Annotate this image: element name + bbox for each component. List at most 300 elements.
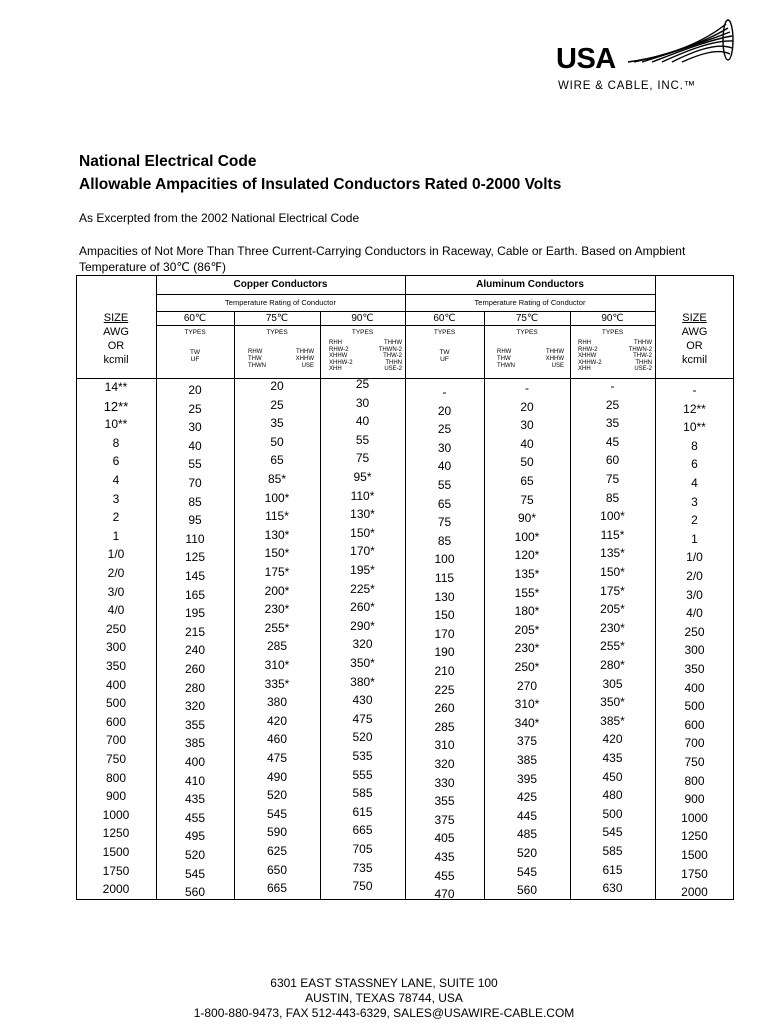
- ampacity-cell: 30: [437, 440, 452, 455]
- types-label: TYPES: [351, 329, 374, 336]
- ampacity-cell: 520: [516, 846, 538, 860]
- ampacity-cell: 430: [352, 693, 373, 708]
- ampacity-cell: 355: [184, 717, 206, 732]
- ampacity-cell: 100*: [514, 529, 540, 544]
- ampacity-cell: 30: [355, 395, 370, 410]
- ampacity-cell: 205*: [600, 602, 625, 617]
- types-90-left: [329, 340, 353, 373]
- ampacity-cell: 125: [184, 550, 206, 565]
- ampacity-cell: 170*: [350, 544, 375, 559]
- ampacity-cell: 100*: [264, 490, 290, 505]
- size-cell: 900: [684, 792, 705, 807]
- size-cell: 2/0: [107, 566, 125, 580]
- ampacity-cell: 305: [602, 676, 623, 691]
- ampacity-cell: 705: [352, 842, 373, 856]
- row-divider: [156, 325, 655, 326]
- size-cell: 2: [112, 510, 120, 525]
- ampacity-cell: 60: [605, 453, 620, 468]
- ampacity-cell: 130: [434, 589, 455, 604]
- ampacity-cell: 150*: [600, 565, 625, 579]
- type-code: THHW: [296, 349, 314, 355]
- ampacity-cell: 20: [188, 383, 202, 397]
- ampacity-cell: 180*: [514, 604, 540, 619]
- ampacity-cell: 225*: [350, 581, 375, 596]
- ampacity-cell: 135*: [600, 546, 625, 561]
- ampacity-cell: 40: [188, 438, 202, 453]
- ampacity-cell: 20: [270, 379, 284, 393]
- ampacity-cell: 95: [188, 513, 202, 528]
- type-code: USE: [551, 363, 564, 369]
- ampacity-cell: 30: [520, 418, 534, 433]
- table-row: [76, 581, 734, 604]
- types-60-list: [405, 349, 484, 363]
- ampacity-cell: 420: [266, 713, 288, 728]
- ampacity-cell: 70: [188, 476, 202, 490]
- ampacity-cell: 355: [434, 794, 455, 809]
- types-90-right: [616, 340, 652, 373]
- ampacity-cell: 120*: [514, 548, 540, 563]
- type-code: XHHW: [545, 356, 564, 362]
- table-row: [76, 432, 734, 455]
- type-code: RHW-2: [329, 346, 349, 353]
- ampacity-cell: 110*: [350, 488, 375, 503]
- ampacity-cell: -: [525, 381, 529, 395]
- ampacity-cell: 435: [434, 850, 455, 864]
- ampacity-cell: 20: [520, 399, 534, 414]
- ampacity-cell: 750: [352, 879, 373, 894]
- ampacity-cell: 615: [602, 862, 623, 877]
- size-cell: 4: [691, 476, 698, 490]
- ampacity-cell: 380: [266, 695, 288, 710]
- temp-copper-75: 75℃: [265, 313, 289, 324]
- ampacity-cell: 320: [434, 757, 455, 771]
- ampacity-cell: 255*: [264, 620, 290, 635]
- document-title: National Electrical Code: [79, 153, 257, 170]
- size-cell: 500: [105, 696, 127, 711]
- awg-label: AWG: [681, 326, 708, 338]
- size-cell: 250: [684, 624, 705, 639]
- ampacity-cell: 95*: [353, 470, 372, 484]
- ampacity-cell: 535: [352, 749, 373, 763]
- ampacity-cell: 625: [266, 844, 288, 858]
- type-code: XHH: [578, 366, 591, 372]
- temp-aluminum-60: 60℃: [433, 313, 456, 324]
- ampacity-cell: 280*: [600, 658, 625, 672]
- ampacity-cell: 385*: [600, 713, 625, 728]
- ampacity-cell: 50: [270, 434, 284, 449]
- ampacity-cell: 65: [520, 474, 534, 488]
- ampacity-cell: 475: [352, 711, 373, 726]
- type-code: THWN: [497, 363, 515, 369]
- types-75-left: [497, 349, 515, 370]
- type-code: THHW: [546, 349, 564, 355]
- ampacity-cell: 240: [184, 643, 206, 658]
- type-code: THWN-2: [628, 346, 652, 353]
- ampacity-cell: 630: [602, 881, 623, 896]
- size-cell: 3/0: [107, 584, 125, 599]
- size-cell: 14**: [104, 380, 128, 394]
- table-row: [76, 451, 734, 474]
- table-row: [76, 470, 734, 492]
- ampacity-cell: 85*: [267, 472, 287, 486]
- table-row: [76, 507, 734, 530]
- table-row: [76, 525, 734, 548]
- size-header-right: [655, 311, 734, 367]
- ampacity-cell: 460: [266, 732, 288, 747]
- ampacity-cell: 445: [516, 808, 538, 823]
- size-cell: -: [692, 383, 697, 397]
- ampacity-cell: 150*: [350, 525, 375, 540]
- ampacity-cell: 590: [266, 825, 288, 840]
- ampacity-cell: 520: [266, 788, 288, 803]
- types-90-right: [366, 340, 402, 373]
- ampacity-cell: 205*: [514, 622, 540, 637]
- table-row: [76, 786, 734, 809]
- ampacity-cell: 405: [434, 831, 455, 846]
- size-cell: 1/0: [107, 547, 125, 562]
- size-cell: 1000: [102, 807, 130, 822]
- ampacity-cell: 25: [270, 397, 284, 412]
- ampacity-cell: 40: [355, 414, 370, 429]
- type-code: THW: [248, 356, 262, 362]
- ampacity-cell: 215: [184, 624, 206, 639]
- ampacity-cell: 320: [352, 637, 373, 652]
- ampacity-cell: 40: [437, 459, 452, 474]
- table-row: [76, 860, 734, 883]
- type-code: XHHW: [329, 353, 348, 359]
- contact-info: 1-800-880-9473, FAX 512-443-6329, SALES@USAWIRE-CABLE.COM: [193, 1006, 575, 1020]
- ampacity-cell: 285: [266, 639, 288, 654]
- ampacity-cell: 85: [188, 494, 202, 509]
- ampacity-cell: 190: [434, 645, 455, 660]
- size-label: SIZE: [103, 312, 129, 324]
- ampacity-cell: 175*: [264, 565, 290, 579]
- row-divider: [76, 378, 734, 379]
- ampacity-cell: 520: [184, 848, 206, 862]
- types-label: TYPES: [266, 329, 288, 336]
- ampacity-cell: -: [610, 379, 615, 393]
- type-code: XHHW: [578, 353, 597, 359]
- ampacity-cell: 280: [184, 680, 206, 695]
- ampacity-cell: 250*: [514, 660, 540, 674]
- ampacity-cell: 210: [434, 664, 455, 678]
- ampacity-cell: 455: [184, 810, 206, 825]
- ampacity-cell: 310: [434, 738, 455, 753]
- ampacity-cell: 30: [188, 420, 202, 435]
- ampacity-cell: 260: [184, 662, 206, 676]
- ampacity-cell: 130*: [264, 527, 290, 542]
- excerpt-note: As Excerpted from the 2002 National Electrical Code: [79, 211, 360, 225]
- size-cell: 1500: [681, 848, 708, 862]
- type-code: THW: [497, 356, 511, 362]
- table-description: Ampacities of Not More Than Three Current-Carrying Conductors in Raceway, Cable or Earth. Based on Ampbient Temperature of 30℃ (86℉): [79, 244, 686, 274]
- types-label: TYPES: [516, 329, 538, 336]
- ampacity-cell: 255*: [600, 639, 625, 654]
- address-city: AUSTIN, TEXAS 78744, USA: [305, 991, 463, 1005]
- size-cell: 350: [105, 659, 127, 673]
- ampacity-cell: 25: [188, 401, 202, 416]
- ampacity-cell: 495: [184, 829, 206, 844]
- awg-label: AWG: [103, 326, 129, 338]
- table-row: [76, 711, 734, 734]
- size-cell: 3: [691, 494, 698, 509]
- types-90-left: [578, 340, 602, 373]
- size-cell: 1750: [681, 866, 708, 881]
- ampacity-cell: 145: [184, 569, 206, 583]
- size-cell: 3: [112, 491, 120, 506]
- ampacity-cell: 150*: [264, 546, 290, 561]
- ampacity-cell: 195: [184, 606, 206, 621]
- ampacity-cell: 435: [184, 792, 206, 807]
- ampacity-cell: 115*: [265, 509, 289, 524]
- ampacity-cell: 110: [185, 531, 205, 546]
- ampacity-cell: 385: [516, 753, 538, 767]
- size-cell: 2000: [102, 882, 130, 897]
- ampacity-cell: 35: [605, 416, 620, 431]
- size-cell: 3/0: [686, 587, 703, 602]
- ampacity-cell: 395: [516, 771, 538, 786]
- ampacity-cell: 75: [355, 451, 370, 466]
- ampacity-cell: 500: [602, 806, 623, 821]
- ampacity-cell: 470: [434, 887, 455, 902]
- document-subtitle: Allowable Ampacities of Insulated Conductors Rated 0-2000 Volts: [79, 176, 562, 193]
- ampacity-cell: 435: [602, 751, 623, 765]
- type-code: THW-2: [383, 353, 402, 359]
- ampacity-cell: 555: [352, 767, 373, 782]
- size-cell: 1/0: [686, 550, 703, 565]
- size-cell: 2: [691, 513, 698, 528]
- ampacity-cell: 75: [605, 472, 620, 486]
- ampacity-cell: 85: [437, 533, 452, 548]
- ampacity-cell: 165: [184, 587, 206, 602]
- size-cell: 1: [112, 528, 120, 543]
- ampacity-cell: 175*: [600, 583, 625, 598]
- ampacity-cell: 560: [516, 883, 538, 898]
- size-cell: 750: [105, 752, 127, 766]
- ampacity-cell: 545: [602, 825, 623, 840]
- size-cell: 700: [105, 733, 127, 748]
- ampacity-cell: 560: [184, 885, 206, 900]
- ampacity-cell: 230*: [264, 602, 290, 617]
- ampacity-cell: 55: [355, 432, 370, 447]
- size-cell: 4/0: [107, 603, 125, 618]
- type-code: RHH: [329, 340, 342, 346]
- ampacity-cell: 380*: [350, 674, 375, 689]
- type-code: TW: [439, 349, 450, 356]
- size-cell: 900: [105, 789, 127, 804]
- ampacity-cell: 450: [602, 769, 623, 784]
- ampacity-cell: 270: [516, 678, 538, 693]
- copper-temp-rating-label: Temperature Rating of Conductor: [225, 298, 336, 307]
- ampacity-cell: 520: [352, 730, 373, 745]
- ampacity-cell: 350*: [350, 656, 375, 670]
- ampacity-cell: 35: [270, 416, 284, 431]
- ampacity-cell: 545: [516, 864, 538, 879]
- size-cell: 8: [691, 438, 698, 453]
- ampacity-cell: 485: [516, 827, 538, 842]
- ampacity-table: [76, 275, 734, 900]
- ampacity-cell: 25: [437, 422, 452, 437]
- size-cell: 1250: [681, 829, 708, 844]
- ampacity-cell: 170: [434, 626, 455, 641]
- ampacity-cell: 615: [352, 804, 373, 819]
- type-code: TW: [189, 349, 201, 356]
- row-divider: [156, 294, 655, 295]
- ampacity-cell: 155*: [514, 585, 540, 600]
- size-cell: 1750: [102, 863, 130, 878]
- temp-aluminum-75: 75℃: [515, 313, 539, 324]
- temp-aluminum-90: 90℃: [601, 313, 624, 324]
- ampacity-cell: 100*: [600, 509, 625, 524]
- ampacity-cell: 475: [266, 751, 288, 765]
- table-row: [76, 395, 734, 418]
- kcmil-label: kcmil: [681, 354, 708, 366]
- table-row: [76, 656, 734, 678]
- size-cell: 4: [112, 473, 120, 487]
- address-street: 6301 EAST STASSNEY LANE, SUITE 100: [270, 976, 498, 990]
- size-cell: 2/0: [686, 569, 703, 583]
- size-cell: 300: [684, 643, 705, 658]
- type-code: RHW-2: [578, 346, 598, 353]
- table-row: [76, 600, 734, 623]
- type-code: RHW: [497, 349, 512, 355]
- temp-copper-60: 60℃: [183, 313, 207, 324]
- logo-subtitle: WIRE & CABLE, INC.™: [558, 80, 696, 92]
- size-cell: 600: [105, 714, 127, 729]
- type-code: UF: [440, 356, 449, 363]
- ampacity-cell: 290*: [350, 618, 375, 633]
- aluminum-header: Aluminum Conductors: [476, 279, 584, 290]
- ampacity-cell: 335*: [264, 676, 290, 691]
- table-row: [76, 804, 734, 827]
- size-cell: 12**: [683, 401, 706, 416]
- size-cell: 10**: [104, 417, 128, 432]
- table-row: [76, 488, 734, 511]
- size-cell: 250: [105, 621, 127, 636]
- size-cell: 8: [112, 435, 120, 450]
- ampacity-cell: 320: [184, 699, 206, 714]
- table-row: [76, 749, 734, 771]
- ampacity-cell: 650: [266, 862, 288, 877]
- table-row: [76, 879, 734, 902]
- ampacity-cell: 150: [434, 608, 455, 623]
- ampacity-cell: 115*: [600, 527, 625, 542]
- ampacity-cell: 65: [270, 453, 284, 468]
- ampacity-cell: 90*: [517, 511, 537, 526]
- ampacity-cell: 25: [605, 397, 620, 412]
- ampacity-cell: 55: [437, 478, 452, 492]
- copper-header: Copper Conductors: [233, 279, 328, 290]
- ampacity-cell: 225: [434, 682, 455, 697]
- types-label: TYPES: [433, 329, 456, 336]
- row-divider: [156, 311, 655, 312]
- type-code: THHW: [634, 340, 652, 346]
- temp-copper-90: 90℃: [351, 313, 374, 324]
- ampacity-cell: 85: [605, 490, 620, 505]
- type-code: THHW: [384, 340, 402, 346]
- ampacity-cell: 480: [602, 788, 623, 803]
- ampacity-cell: 55: [188, 457, 202, 472]
- company-logo: [556, 18, 738, 96]
- ampacity-cell: 310*: [264, 658, 290, 672]
- type-code: THW-2: [633, 353, 652, 359]
- ampacity-cell: 45: [605, 434, 620, 449]
- type-code: XHHW-2: [578, 359, 602, 366]
- ampacity-cell: 195*: [350, 563, 375, 577]
- size-cell: 500: [684, 699, 705, 714]
- ampacity-cell: 65: [437, 496, 452, 511]
- ampacity-cell: 665: [266, 881, 288, 896]
- size-cell: 800: [105, 770, 127, 785]
- size-cell: 1: [691, 531, 698, 546]
- ampacity-cell: 260*: [350, 600, 375, 615]
- types-60-list: [156, 349, 234, 363]
- ampacity-cell: 230*: [514, 641, 540, 656]
- ampacity-cell: 40: [520, 436, 534, 451]
- type-code: XHH: [329, 366, 342, 372]
- type-code: RHH: [578, 340, 591, 346]
- ampacity-cell: 330: [434, 775, 455, 790]
- ampacity-cell: 375: [434, 812, 455, 827]
- size-cell: 1250: [102, 826, 130, 841]
- table-row: [76, 618, 734, 641]
- ampacity-cell: 230*: [600, 620, 625, 635]
- table-row: [76, 693, 734, 716]
- ampacity-cell: 425: [516, 790, 538, 805]
- company-address: [0, 976, 768, 1021]
- size-cell: 1000: [681, 810, 708, 825]
- size-cell: 1500: [102, 845, 130, 859]
- table-row: [76, 767, 734, 790]
- ampacity-cell: 545: [266, 806, 288, 821]
- ampacity-cell: 490: [266, 769, 288, 784]
- ampacity-cell: 25: [355, 377, 370, 391]
- table-row: [76, 674, 734, 697]
- type-code: USE: [301, 363, 314, 369]
- ampacity-cell: 200*: [264, 583, 290, 598]
- types-label: TYPES: [184, 329, 206, 336]
- or-label: OR: [107, 340, 125, 352]
- ampacity-cell: 20: [437, 403, 452, 418]
- table-row: [76, 544, 734, 567]
- ampacity-cell: 115: [434, 571, 455, 585]
- size-cell: 400: [105, 677, 127, 692]
- ampacity-cell: 375: [516, 734, 538, 749]
- size-cell: 6: [112, 454, 120, 469]
- table-row: [76, 414, 734, 437]
- table-row: [76, 637, 734, 660]
- type-code: THHN: [385, 359, 402, 366]
- ampacity-cell: 410: [184, 773, 206, 788]
- ampacity-cell: 350*: [600, 695, 625, 710]
- ampacity-cell: 130*: [350, 507, 375, 522]
- table-row: [76, 730, 734, 753]
- type-code: XHHW: [295, 356, 314, 362]
- logo-wordmark: USA: [556, 43, 616, 75]
- size-cell: 400: [684, 680, 705, 695]
- ampacity-cell: 135*: [514, 567, 540, 581]
- size-cell: 800: [684, 773, 705, 788]
- type-code: THWN-2: [378, 346, 402, 353]
- size-cell: 350: [684, 662, 705, 676]
- type-code: UF: [190, 356, 200, 363]
- size-cell: 750: [684, 755, 705, 769]
- types-75-right: [286, 349, 314, 370]
- aluminum-temp-rating-label: Temperature Rating of Conductor: [474, 298, 586, 307]
- ampacity-cell: 50: [520, 455, 534, 470]
- type-code: THHN: [635, 359, 652, 366]
- ampacity-cell: 420: [602, 732, 623, 747]
